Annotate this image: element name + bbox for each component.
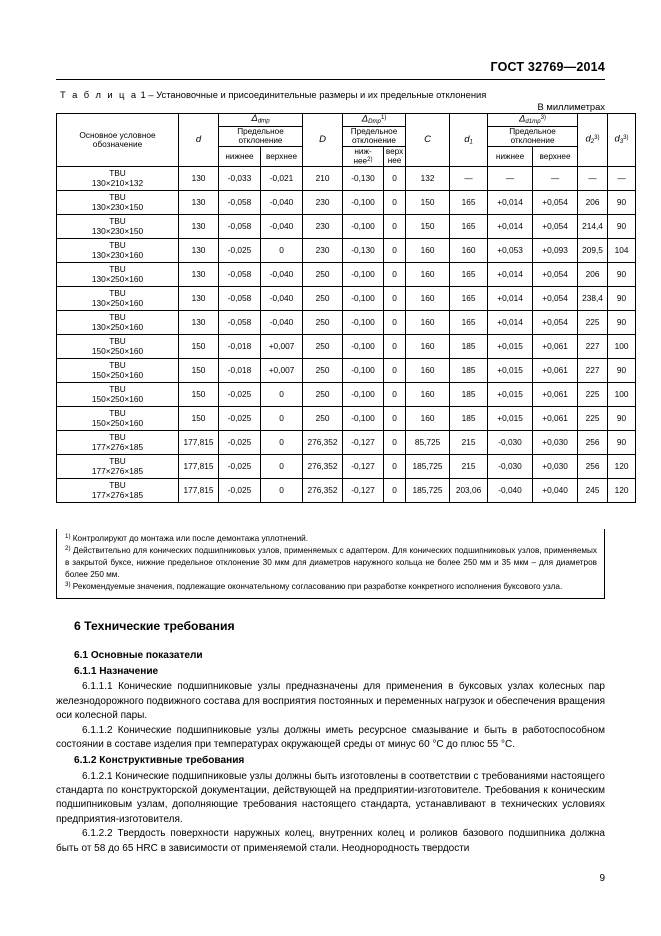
table-footnotes xyxy=(56,529,605,599)
th-delta-Dmp: $\Delta_{Dmp}^{1)}$ xyxy=(343,114,406,127)
cell-D: 250 xyxy=(303,335,343,359)
cell-dmp-upper: 0 xyxy=(261,407,303,431)
cell-d1mp-upper: +0,093 xyxy=(533,239,578,263)
cell-Dmp-upper: 0 xyxy=(384,215,406,239)
cell-d1mp-lower: — xyxy=(488,167,533,191)
cell-dmp-lower: -0,018 xyxy=(219,335,261,359)
cell-Dmp-upper: 0 xyxy=(384,335,406,359)
cell-d3: 90 xyxy=(608,311,636,335)
cell-d1mp-upper: +0,054 xyxy=(533,287,578,311)
cell-dmp-upper: -0,040 xyxy=(261,263,303,287)
designation-line-2: 130×250×160 xyxy=(91,297,144,308)
designation-line-1: ТВU xyxy=(109,168,126,179)
cell-d2: 227 xyxy=(578,335,608,359)
cell-d1mp-upper: +0,061 xyxy=(533,407,578,431)
cell-D: 230 xyxy=(303,191,343,215)
cell-d: 130 xyxy=(179,191,219,215)
cell-d1: 185 xyxy=(450,383,488,407)
cell-d1: 165 xyxy=(450,263,488,287)
footnote-ref-3c: 3) xyxy=(623,134,629,142)
th-Dmp-upper: верх нее xyxy=(384,146,406,167)
cell-d: 150 xyxy=(179,383,219,407)
cell-dmp-lower: -0,025 xyxy=(219,383,261,407)
cell-d2: 214,4 xyxy=(578,215,608,239)
cell-dmp-lower: -0,025 xyxy=(219,431,261,455)
cell-C: 185,725 xyxy=(406,479,450,503)
paragraph-6-1-1-1: 6.1.1.1 Конические подшипниковые узлы предназначены для применения в буксовых узлах колесных пар железнодорожного подвижного состава для восприятия постоянных и переменных нагрузок и обеспечения вращения оси колесной пары. xyxy=(56,681,605,721)
footnote-ref-1: 1) xyxy=(380,114,387,121)
th-limit-dev-d1mp: Предельное отклонение xyxy=(488,126,578,146)
th-D-big: D xyxy=(303,114,343,167)
cell-d1mp-upper: +0,030 xyxy=(533,431,578,455)
table-row xyxy=(57,407,636,431)
cell-dmp-lower: -0,058 xyxy=(219,287,261,311)
cell-d2: 245 xyxy=(578,479,608,503)
table-row xyxy=(57,359,636,383)
designation-line-1: ТВU xyxy=(109,480,126,491)
cell-d3: 100 xyxy=(608,383,636,407)
cell-D: 276,352 xyxy=(303,455,343,479)
designation-line-1: ТВU xyxy=(109,360,126,371)
cell-designation xyxy=(57,287,179,311)
table-row xyxy=(57,431,636,455)
cell-d1mp-lower: -0,040 xyxy=(488,479,533,503)
cell-Dmp-lower: -0,100 xyxy=(343,191,384,215)
cell-Dmp-lower: -0,127 xyxy=(343,479,384,503)
cell-d1mp-lower: -0,030 xyxy=(488,455,533,479)
cell-d1: 165 xyxy=(450,311,488,335)
footnote-ref-2: 2) xyxy=(367,155,373,163)
clause-heading-6-1-2: 6.1.2 Конструктивные требования xyxy=(74,755,245,767)
table-label: Т а б л и ц а xyxy=(60,89,138,100)
cell-D: 276,352 xyxy=(303,431,343,455)
footnote xyxy=(65,545,597,580)
cell-C: 160 xyxy=(406,263,450,287)
footnote-marker: 1) xyxy=(65,533,71,540)
table-row xyxy=(57,167,636,191)
cell-d1mp-lower: +0,014 xyxy=(488,287,533,311)
cell-dmp-lower: -0,058 xyxy=(219,311,261,335)
cell-d: 150 xyxy=(179,335,219,359)
designation-line-2: 177×276×185 xyxy=(91,489,144,500)
footnote-ref-3b: 3) xyxy=(594,134,600,142)
document-header xyxy=(56,60,605,80)
cell-C: 160 xyxy=(406,287,450,311)
cell-Dmp-lower: -0,100 xyxy=(343,311,384,335)
cell-C: 160 xyxy=(406,383,450,407)
cell-dmp-lower: -0,025 xyxy=(219,407,261,431)
cell-designation xyxy=(57,311,179,335)
th-d1mp-upper: верхнее xyxy=(533,146,578,167)
cell-designation xyxy=(57,383,179,407)
cell-d: 130 xyxy=(179,287,219,311)
standard-number: ГОСТ 32769—2014 xyxy=(490,60,605,74)
caption-dash: – xyxy=(148,89,154,100)
cell-d: 177,815 xyxy=(179,455,219,479)
cell-d: 177,815 xyxy=(179,479,219,503)
cell-dmp-upper: -0,021 xyxy=(261,167,303,191)
cell-dmp-upper: +0,007 xyxy=(261,335,303,359)
table-row xyxy=(57,239,636,263)
cell-d1: 185 xyxy=(450,407,488,431)
table-head xyxy=(57,114,636,167)
specification-table-wrapper xyxy=(56,113,629,503)
th-designation: Основное условное обозначение xyxy=(57,114,179,167)
table-row xyxy=(57,215,636,239)
cell-D: 230 xyxy=(303,215,343,239)
paragraph-6-1-1-2: 6.1.1.2 Конические подшипниковые узлы должны иметь ресурсное смазывание и быть в работоспособном состоянии в составе изделия при температурах окружающей среды от минус 60 °С до плюс 55 °С. xyxy=(56,724,605,750)
cell-dmp-upper: 0 xyxy=(261,239,303,263)
cell-d1mp-upper: +0,054 xyxy=(533,263,578,287)
cell-designation xyxy=(57,167,179,191)
cell-Dmp-upper: 0 xyxy=(384,263,406,287)
cell-dmp-lower: -0,058 xyxy=(219,263,261,287)
designation-line-1: ТВU xyxy=(109,336,126,347)
cell-D: 230 xyxy=(303,239,343,263)
cell-designation xyxy=(57,479,179,503)
cell-d3: — xyxy=(608,167,636,191)
cell-Dmp-lower: -0,100 xyxy=(343,383,384,407)
cell-d3: 90 xyxy=(608,215,636,239)
cell-Dmp-upper: 0 xyxy=(384,383,406,407)
cell-dmp-lower: -0,025 xyxy=(219,455,261,479)
cell-d1: 165 xyxy=(450,287,488,311)
cell-designation xyxy=(57,263,179,287)
designation-line-1: ТВU xyxy=(109,312,126,323)
cell-d2: 225 xyxy=(578,383,608,407)
designation-line-1: ТВU xyxy=(109,456,126,467)
cell-d1: 215 xyxy=(450,431,488,455)
section-heading-6: 6 Технические требования xyxy=(74,619,235,633)
cell-d2: 256 xyxy=(578,431,608,455)
cell-C: 150 xyxy=(406,215,450,239)
cell-d3: 90 xyxy=(608,359,636,383)
cell-d2: — xyxy=(578,167,608,191)
cell-Dmp-upper: 0 xyxy=(384,407,406,431)
cell-dmp-lower: -0,025 xyxy=(219,479,261,503)
designation-line-2: 130×230×150 xyxy=(91,225,144,236)
footnote-marker: 2) xyxy=(65,545,71,553)
cell-d3: 90 xyxy=(608,191,636,215)
footnote-marker: 3) xyxy=(65,580,71,588)
cell-C: 185,725 xyxy=(406,455,450,479)
designation-line-1: ТВU xyxy=(109,216,126,227)
cell-d2: 225 xyxy=(578,407,608,431)
cell-d2: 206 xyxy=(578,263,608,287)
cell-dmp-upper: 0 xyxy=(261,455,303,479)
cell-d3: 90 xyxy=(608,431,636,455)
footnote-text: Действительно для конических подшипниковых узлов, применяемых с адаптером. Для конических подшипниковых узлов, применяемых в закрытой буксе, нижние предельное отклонение 30 мкм для диаметров наружного кольца не более 250 мм и 35 мкм – для диаметров более 250 мм. xyxy=(65,546,597,579)
th-d1mp-lower: нижнее xyxy=(488,146,533,167)
th-delta-dmp: $\Delta_{dmp}$ xyxy=(219,114,303,127)
cell-d3: 120 xyxy=(608,455,636,479)
designation-line-1: ТВU xyxy=(109,240,126,251)
cell-d1mp-upper: +0,061 xyxy=(533,383,578,407)
cell-d1: 185 xyxy=(450,359,488,383)
cell-d: 150 xyxy=(179,359,219,383)
cell-d: 130 xyxy=(179,239,219,263)
cell-dmp-upper: 0 xyxy=(261,479,303,503)
designation-line-2: 150×250×160 xyxy=(91,345,144,356)
cell-dmp-upper: -0,040 xyxy=(261,287,303,311)
cell-dmp-upper: 0 xyxy=(261,383,303,407)
cell-d1mp-upper: +0,054 xyxy=(533,215,578,239)
cell-Dmp-lower: -0,100 xyxy=(343,263,384,287)
cell-d: 130 xyxy=(179,311,219,335)
cell-d1mp-lower: -0,030 xyxy=(488,431,533,455)
cell-C: 160 xyxy=(406,311,450,335)
cell-d3: 100 xyxy=(608,335,636,359)
cell-D: 210 xyxy=(303,167,343,191)
footnote-text: Рекомендуемые значения, подлежащие окончательному согласованию при разработке конкретного исполнения буксового узла. xyxy=(70,581,563,591)
cell-d1mp-lower: +0,014 xyxy=(488,311,533,335)
units-note: В миллиметрах xyxy=(537,101,605,112)
table-row xyxy=(57,191,636,215)
cell-d3: 104 xyxy=(608,239,636,263)
footnote-text: Контролируют до монтажа или после демонтажа уплотнений. xyxy=(70,534,309,544)
cell-D: 250 xyxy=(303,263,343,287)
cell-d3: 90 xyxy=(608,407,636,431)
table-number: 1 xyxy=(140,89,146,100)
th-delta-d1mp: $\Delta_{d1mp}^{3)}$ xyxy=(488,114,578,127)
designation-line-2: 130×230×150 xyxy=(91,201,144,212)
table-row xyxy=(57,455,636,479)
cell-Dmp-lower: -0,100 xyxy=(343,407,384,431)
designation-line-2: 130×230×160 xyxy=(91,249,144,260)
cell-Dmp-lower: -0,100 xyxy=(343,287,384,311)
th-Dmp-lower: ниж- нее$^{2)}$ xyxy=(343,146,384,167)
cell-d1mp-upper: +0,061 xyxy=(533,335,578,359)
cell-dmp-lower: -0,058 xyxy=(219,191,261,215)
cell-Dmp-lower: -0,100 xyxy=(343,215,384,239)
cell-dmp-upper: -0,040 xyxy=(261,311,303,335)
cell-D: 250 xyxy=(303,311,343,335)
cell-designation xyxy=(57,335,179,359)
designation-line-2: 150×250×160 xyxy=(91,369,144,380)
cell-d1mp-upper: — xyxy=(533,167,578,191)
cell-Dmp-upper: 0 xyxy=(384,359,406,383)
cell-Dmp-lower: -0,100 xyxy=(343,335,384,359)
cell-d3: 90 xyxy=(608,287,636,311)
specification-table xyxy=(56,113,636,503)
cell-d1mp-lower: +0,014 xyxy=(488,215,533,239)
designation-line-2: 130×210×132 xyxy=(91,177,144,188)
th-d3: $d_3^{3)}$ xyxy=(608,114,636,167)
cell-d1: 185 xyxy=(450,335,488,359)
document-body xyxy=(56,618,605,856)
cell-d1mp-lower: +0,015 xyxy=(488,407,533,431)
cell-d1mp-upper: +0,054 xyxy=(533,311,578,335)
designation-line-1: ТВU xyxy=(109,288,126,299)
designation-line-1: ТВU xyxy=(109,264,126,275)
cell-Dmp-upper: 0 xyxy=(384,287,406,311)
table-caption xyxy=(60,89,486,100)
designation-line-2: 130×250×160 xyxy=(91,321,144,332)
cell-d1mp-upper: +0,040 xyxy=(533,479,578,503)
th-d1: $d_1$ xyxy=(450,114,488,167)
cell-designation xyxy=(57,407,179,431)
designation-line-1: ТВU xyxy=(109,408,126,419)
table-row xyxy=(57,311,636,335)
designation-line-1: ТВU xyxy=(109,384,126,395)
clause-heading-6-1-1: 6.1.1 Назначение xyxy=(74,665,159,677)
designation-line-2: 177×276×185 xyxy=(91,465,144,476)
footnote xyxy=(65,533,597,545)
cell-D: 250 xyxy=(303,407,343,431)
cell-Dmp-lower: -0,100 xyxy=(343,359,384,383)
cell-d2: 227 xyxy=(578,359,608,383)
cell-C: 160 xyxy=(406,335,450,359)
cell-Dmp-upper: 0 xyxy=(384,479,406,503)
cell-dmp-upper: -0,040 xyxy=(261,215,303,239)
cell-dmp-lower: -0,058 xyxy=(219,215,261,239)
cell-d2: 209,5 xyxy=(578,239,608,263)
th-dmp-lower: нижнее xyxy=(219,146,261,167)
designation-line-2: 130×250×160 xyxy=(91,273,144,284)
cell-D: 250 xyxy=(303,383,343,407)
cell-dmp-lower: -0,033 xyxy=(219,167,261,191)
cell-d1: — xyxy=(450,167,488,191)
cell-d1: 160 xyxy=(450,239,488,263)
th-d2: $d_2^{3)}$ xyxy=(578,114,608,167)
th-limit-dev-dmp: Предельное отклонение xyxy=(219,126,303,146)
cell-d1mp-lower: +0,014 xyxy=(488,191,533,215)
cell-d1mp-upper: +0,030 xyxy=(533,455,578,479)
cell-designation xyxy=(57,359,179,383)
table-row xyxy=(57,335,636,359)
cell-C: 160 xyxy=(406,239,450,263)
th-dmp-upper: верхнее xyxy=(261,146,303,167)
cell-designation xyxy=(57,191,179,215)
subsection-heading-6-1: 6.1 Основные показатели xyxy=(74,650,203,662)
table-title: Установочные и присоединительные размеры и их предельные отклонения xyxy=(156,89,487,100)
cell-d1: 203,06 xyxy=(450,479,488,503)
cell-d1mp-upper: +0,054 xyxy=(533,191,578,215)
cell-D: 250 xyxy=(303,359,343,383)
cell-dmp-upper: +0,007 xyxy=(261,359,303,383)
cell-C: 150 xyxy=(406,191,450,215)
th-d: d xyxy=(179,114,219,167)
cell-Dmp-upper: 0 xyxy=(384,191,406,215)
cell-d1mp-lower: +0,015 xyxy=(488,335,533,359)
cell-Dmp-upper: 0 xyxy=(384,455,406,479)
cell-dmp-lower: -0,025 xyxy=(219,239,261,263)
designation-line-2: 177×276×185 xyxy=(91,441,144,452)
cell-C: 85,725 xyxy=(406,431,450,455)
cell-Dmp-lower: -0,127 xyxy=(343,455,384,479)
cell-designation xyxy=(57,455,179,479)
page-number: 9 xyxy=(599,873,605,884)
th-limit-dev-Dmp: Предельное отклонение xyxy=(343,126,406,146)
cell-dmp-upper: -0,040 xyxy=(261,191,303,215)
footnote-ref-3a: 3) xyxy=(540,114,547,121)
cell-d1: 215 xyxy=(450,455,488,479)
header-row-1 xyxy=(57,114,636,127)
cell-designation xyxy=(57,215,179,239)
cell-d: 130 xyxy=(179,263,219,287)
cell-Dmp-upper: 0 xyxy=(384,311,406,335)
cell-d3: 120 xyxy=(608,479,636,503)
cell-d1mp-lower: +0,015 xyxy=(488,359,533,383)
cell-d: 130 xyxy=(179,167,219,191)
table-row xyxy=(57,383,636,407)
cell-d1mp-lower: +0,053 xyxy=(488,239,533,263)
cell-d2: 206 xyxy=(578,191,608,215)
table-row xyxy=(57,479,636,503)
designation-line-1: ТВU xyxy=(109,192,126,203)
cell-Dmp-lower: -0,127 xyxy=(343,431,384,455)
cell-C: 132 xyxy=(406,167,450,191)
table-row xyxy=(57,263,636,287)
cell-Dmp-upper: 0 xyxy=(384,167,406,191)
cell-d1: 165 xyxy=(450,215,488,239)
cell-d2: 225 xyxy=(578,311,608,335)
cell-Dmp-lower: -0,130 xyxy=(343,239,384,263)
cell-D: 276,352 xyxy=(303,479,343,503)
cell-d: 130 xyxy=(179,215,219,239)
designation-line-1: ТВU xyxy=(109,432,126,443)
cell-dmp-lower: -0,018 xyxy=(219,359,261,383)
cell-d1mp-upper: +0,061 xyxy=(533,359,578,383)
cell-d1mp-lower: +0,014 xyxy=(488,263,533,287)
cell-d1mp-lower: +0,015 xyxy=(488,383,533,407)
designation-line-2: 150×250×160 xyxy=(91,417,144,428)
cell-Dmp-lower: -0,130 xyxy=(343,167,384,191)
cell-d1: 165 xyxy=(450,191,488,215)
cell-dmp-upper: 0 xyxy=(261,431,303,455)
cell-D: 250 xyxy=(303,287,343,311)
table-row xyxy=(57,287,636,311)
paragraph-6-1-2-1: 6.1.2.1 Конические подшипниковые узлы должны быть изготовлены в соответствии с требованиями настоящего стандарта по конструкторской документации, действующей на предприятии-изготовителе. Требования к коническим подшипниковым узлам, дополняющие требования настоящего стандарта, устанавливают в технических условиях предприятия-изготовителя. xyxy=(56,770,605,825)
header-divider xyxy=(56,79,605,80)
paragraph-6-1-2-2: 6.1.2.2 Твердость поверхности наружных колец, внутренних колец и роликов базового подшипника должна быть от 58 до 65 HRC в зависимости от применяемой стали. Неоднородность твердости xyxy=(56,828,605,854)
th-C: C xyxy=(406,114,450,167)
cell-d: 177,815 xyxy=(179,431,219,455)
cell-d: 150 xyxy=(179,407,219,431)
cell-d2: 256 xyxy=(578,455,608,479)
designation-line-2: 150×250×160 xyxy=(91,393,144,404)
cell-C: 160 xyxy=(406,359,450,383)
cell-designation xyxy=(57,239,179,263)
footnote xyxy=(65,581,597,593)
table-body xyxy=(57,167,636,503)
cell-Dmp-upper: 0 xyxy=(384,239,406,263)
cell-designation xyxy=(57,431,179,455)
cell-C: 160 xyxy=(406,407,450,431)
cell-Dmp-upper: 0 xyxy=(384,431,406,455)
cell-d3: 90 xyxy=(608,263,636,287)
cell-d2: 238,4 xyxy=(578,287,608,311)
